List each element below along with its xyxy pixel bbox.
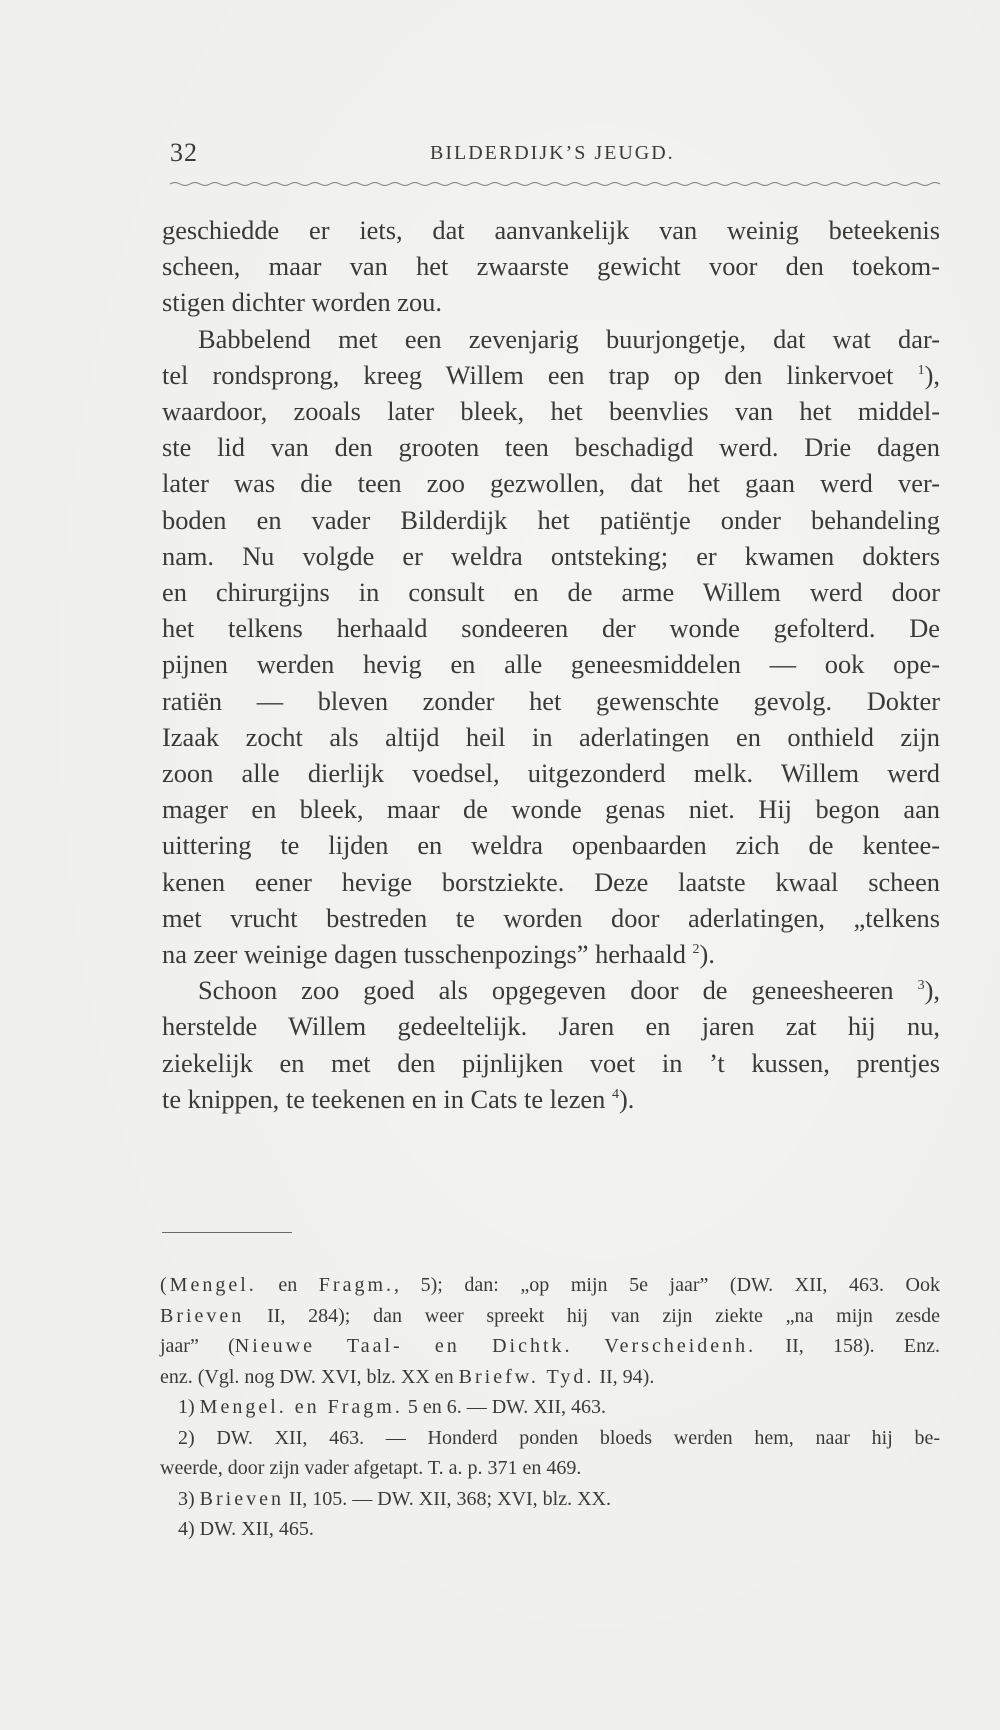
running-head (170, 132, 940, 172)
body-line: mager en bleek, maar de wonde genas niet. Hij begon aan (162, 794, 940, 825)
footnote-4: 4) DW. XII, 465. (178, 1518, 314, 1540)
footnote-3: 3) Brieven II, 105. — DW. XII, 368; XVI, blz. XX. (178, 1487, 611, 1510)
body-line: scheen, maar van het zwaarste gewicht voor den toekom- (162, 251, 940, 282)
page-number: 32 (170, 138, 198, 167)
body-line: het telkens herhaald sondeeren der wonde gefolterd. De (162, 613, 940, 644)
body-line: en chirurgijns in consult en de arme Willem werd door (162, 577, 940, 608)
footnote-line: Brieven II, 284); dan weer spreekt hij van zijn ziekte „na mijn zesde (160, 1304, 940, 1327)
body-line: nam. Nu volgde er weldra ontsteking; er kwamen dokters (162, 540, 940, 571)
body-line: tel rondsprong, kreeg Willem een trap op den linkervoet $^1$), (162, 359, 940, 390)
footnote-line: jaar” (Nieuwe Taal- en Dichtk. Verscheidenh. II, 158). Enz. (160, 1335, 940, 1357)
body-line: later was die teen zoo gezwollen, dat het gaan werd ver- (162, 468, 940, 499)
body-line: herstelde Willem gedeeltelijk. Jaren en jaren zat hij nu, (162, 1011, 940, 1042)
body-line: pijnen werden hevig en alle geneesmiddelen — ook ope- (162, 649, 940, 680)
body-line: boden en vader Bilderdijk het patiëntje onder behandeling (162, 504, 940, 535)
body-line: Babbelend met een zevenjarig buurjongetje, dat wat dar- (198, 323, 940, 354)
body-line: waardoor, zooals later bleek, het beenvlies van het middel- (162, 396, 940, 427)
running-title: BILDERDIJK’S JEUGD. (430, 142, 675, 164)
body-line: Schoon zoo goed als opgegeven door de geneesheeren $^3$), (198, 975, 940, 1006)
body-line: na zeer weinige dagen tusschenpozings” herhaald $^2$). (162, 939, 715, 970)
footnote-ref: 2 (692, 942, 700, 958)
body-line: ratiën — bleven zonder het gewenschte gevolg. Dokter (162, 685, 940, 716)
body-line: ziekelijk en met den pijnlijken voet in ’t kussen, prentjes (162, 1047, 940, 1078)
footnote-2: 2) DW. XII, 463. — Honderd ponden bloeds werden hem, naar hij be- (178, 1426, 941, 1449)
body-line: ste lid van den grooten teen beschadigd werd. Drie dagen (162, 432, 940, 463)
body-text (162, 212, 940, 1117)
footnote-ref: 3 (917, 978, 925, 994)
footnote-line: (Mengel. en Fragm., 5); dan: „op mijn 5e jaar” (DW. XII, 463. Ook (160, 1274, 940, 1296)
footnotes (160, 1270, 940, 1545)
body-line: kenen eener hevige borstziekte. Deze laatste kwaal scheen (162, 866, 940, 897)
body-line: uittering te lijden en weldra openbaarden zich de kentee- (162, 830, 940, 861)
footnote-1: 1) Mengel. en Fragm. 5 en 6. — DW. XII, 463. (178, 1396, 606, 1418)
body-line: te knippen, te teekenen en in Cats te lezen $^4$). (162, 1083, 635, 1114)
body-line: geschiedde er iets, dat aanvankelijk van weinig beteekenis (162, 215, 940, 245)
footnote-ref: 4 (611, 1087, 619, 1103)
footnote-ref: 1 (917, 363, 925, 379)
body-line: stigen dichter worden zou. (162, 287, 442, 318)
footnote-separator (162, 1232, 292, 1233)
header-wavy-rule (170, 180, 940, 188)
body-line: Izaak zocht als altijd heil in aderlatingen en onthield zijn (162, 721, 940, 752)
body-line: zoon alle dierlijk voedsel, uitgezonderd melk. Willem werd (162, 758, 940, 789)
footnote-line: enz. (Vgl. nog DW. XVI, blz. XX en Briefw. Tyd. II, 94). (160, 1365, 655, 1388)
body-line: met vrucht bestreden te worden door aderlatingen, „telkens (162, 902, 940, 933)
footnote-2-continued: weerde, door zijn vader afgetapt. T. a. p. 371 en 469. (160, 1457, 582, 1479)
